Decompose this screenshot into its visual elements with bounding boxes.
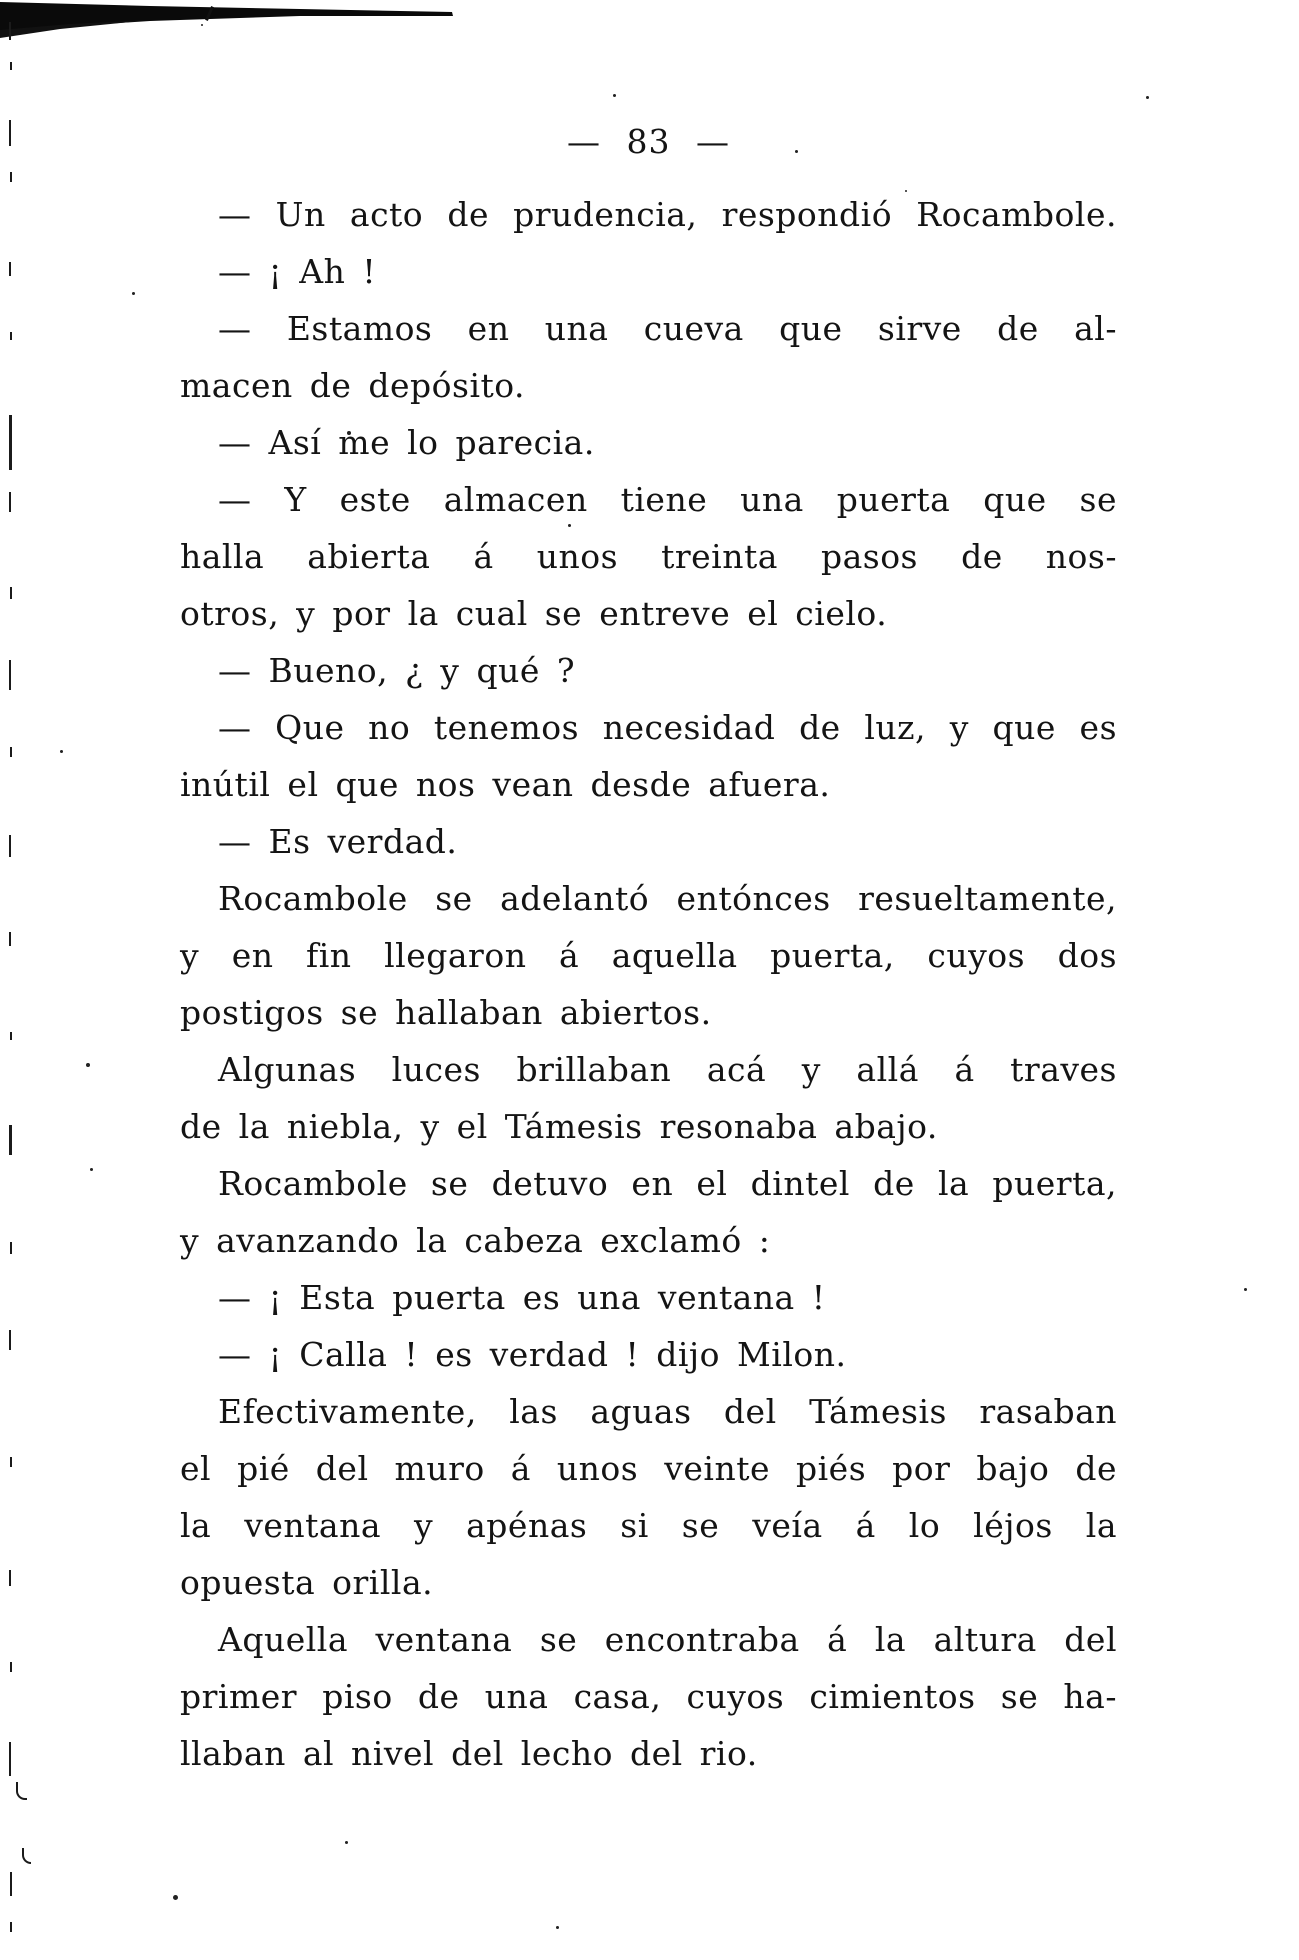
text-line: Aquella ventana se encontraba á la altura del xyxy=(218,1620,1117,1659)
text-line: la ventana y apénas si se veía á lo léjos la xyxy=(180,1506,1117,1545)
text-line: Rocambole se adelantó entónces resueltamente, xyxy=(218,879,1117,918)
scan-speck xyxy=(201,24,203,26)
text-line: — Y este almacen tiene una puerta que se xyxy=(218,480,1117,519)
text-line: el pié del muro á unos veinte piés por bajo de xyxy=(180,1449,1117,1488)
text-line: — Así me lo parecia. xyxy=(218,423,595,462)
scan-smudge-icon xyxy=(0,0,460,40)
text-line: inútil el que nos vean desde afuera. xyxy=(180,765,831,804)
text-line: — Estamos en una cueva que sirve de al- xyxy=(218,309,1117,348)
page-number: — 83 — xyxy=(567,122,730,161)
scan-hook-icon xyxy=(22,1848,31,1864)
text-line: llaban al nivel del lecho del rio. xyxy=(180,1734,758,1773)
text-line: Rocambole se detuvo en el dintel de la puerta, xyxy=(218,1164,1117,1203)
text-line: y en fin llegaron á aquella puerta, cuyos dos xyxy=(180,936,1117,975)
text-line: — ¡ Calla ! es verdad ! dijo Milon. xyxy=(218,1335,847,1374)
text-line: Efectivamente, las aguas del Támesis rasaban xyxy=(218,1392,1117,1431)
text-block xyxy=(180,186,1117,1782)
text-line: primer piso de una casa, cuyos cimientos se ha- xyxy=(180,1677,1117,1716)
text-line: Algunas luces brillaban acá y allá á traves xyxy=(218,1050,1117,1089)
text-line: — ¡ Esta puerta es una ventana ! xyxy=(218,1278,826,1317)
text-line: y avanzando la cabeza exclamó : xyxy=(180,1221,771,1260)
text-line: — Es verdad. xyxy=(218,822,458,861)
text-line: otros, y por la cual se entreve el cielo. xyxy=(180,594,888,633)
text-line: opuesta orilla. xyxy=(180,1563,434,1602)
text-line: de la niebla, y el Támesis resonaba abajo. xyxy=(180,1107,938,1146)
text-line: halla abierta á unos treinta pasos de nos- xyxy=(180,537,1117,576)
text-line: — ¡ Ah ! xyxy=(218,252,377,291)
text-line: postigos se hallaban abiertos. xyxy=(180,993,712,1032)
text-line: macen de depósito. xyxy=(180,366,526,405)
text-line: — Un acto de prudencia, respondió Rocambole. xyxy=(218,195,1117,234)
scan-hook-icon xyxy=(16,1782,27,1800)
text-line: — Bueno, ¿ y qué ? xyxy=(218,651,576,690)
text-line: — Que no tenemos necesidad de luz, y que es xyxy=(218,708,1117,747)
